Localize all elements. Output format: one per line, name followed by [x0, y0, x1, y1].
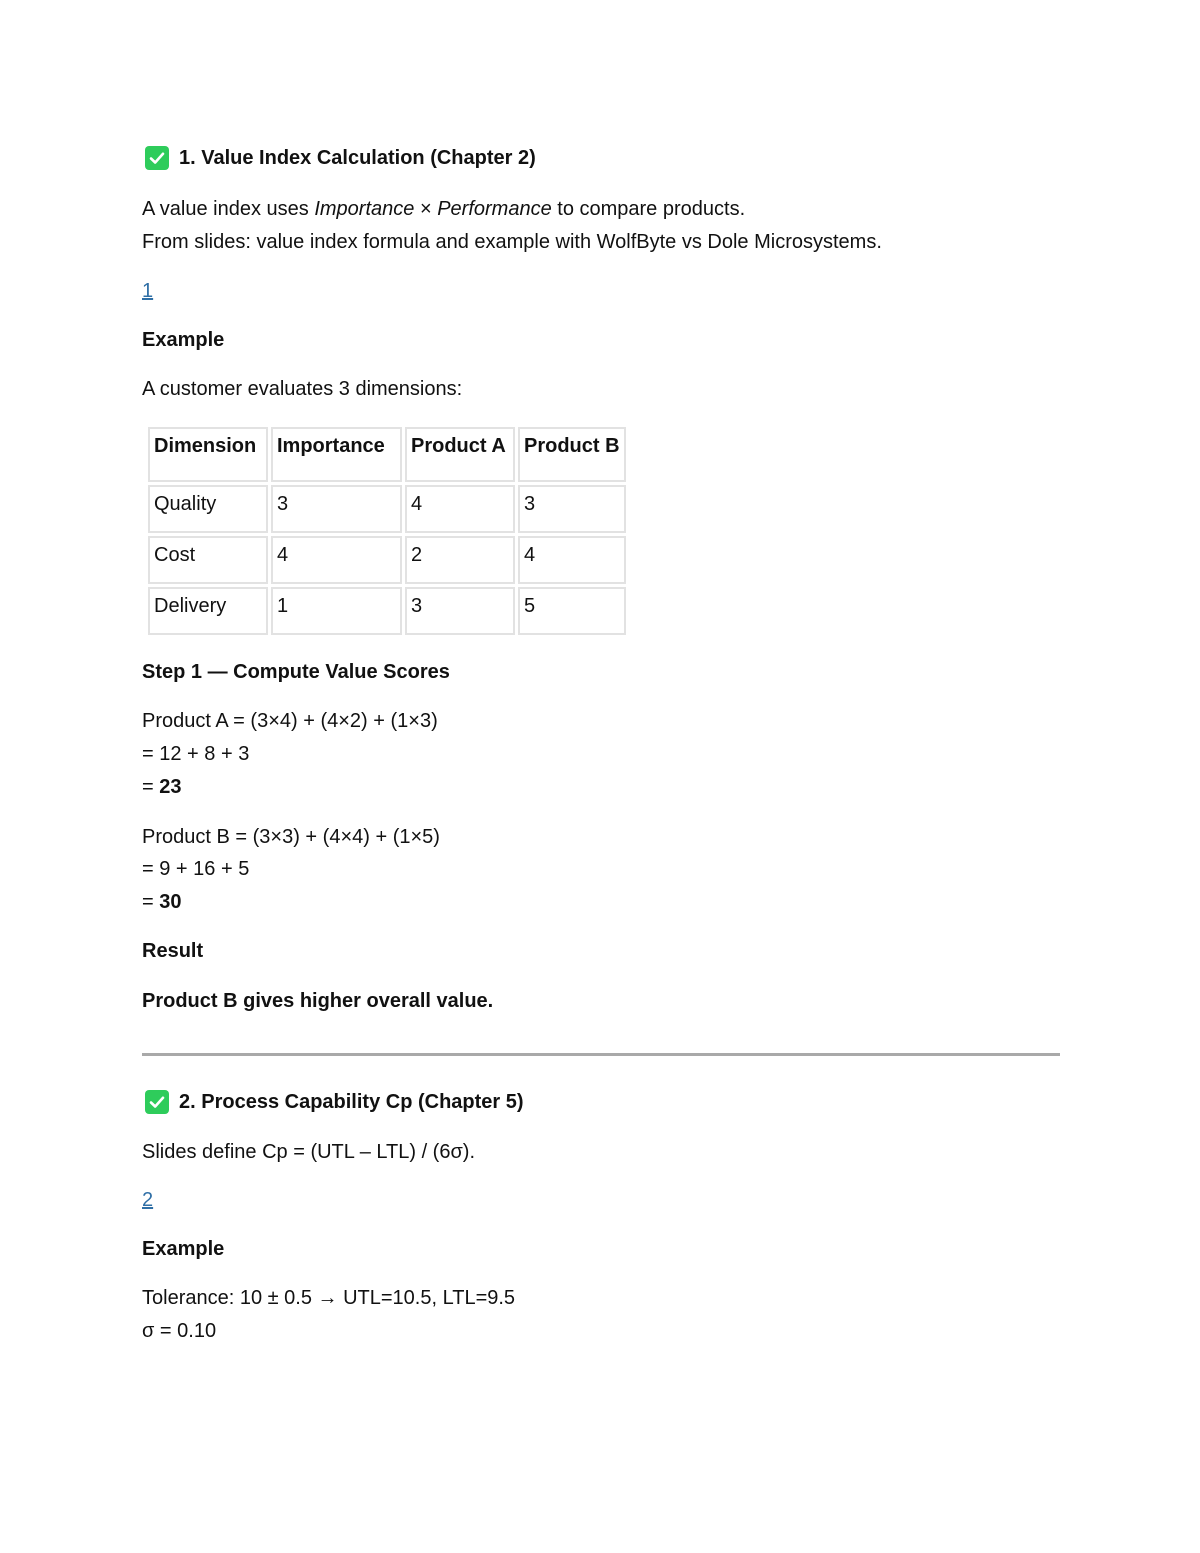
table-cell: 1: [271, 587, 402, 635]
sigma-line: σ = 0.10: [142, 1320, 217, 1342]
product-a-line-1: Product A = (3×4) + (4×2) + (1×3): [142, 710, 438, 732]
table-header-cell: Product A: [405, 427, 515, 482]
table-cell: 4: [518, 536, 626, 584]
reference-link-1[interactable]: 1: [142, 280, 154, 302]
product-b-line-2: = 9 + 16 + 5: [142, 858, 250, 880]
example-label-2: Example: [142, 1238, 225, 1260]
step-1-label: Step 1 — Compute Value Scores: [142, 661, 450, 683]
table-header-cell: Importance: [271, 427, 402, 482]
table-cell: 3: [518, 485, 626, 533]
table-cell: 3: [271, 485, 402, 533]
product-b-line-1: Product B = (3×3) + (4×4) + (1×5): [142, 826, 440, 848]
table-header-cell: Dimension: [148, 427, 268, 482]
tolerance-line: Tolerance: 10 ± 0.5 → UTL=10.5, LTL=9.5: [142, 1287, 516, 1309]
intro-text: A value index uses: [142, 198, 315, 220]
slides-line: From slides: value index formula and example with WolfByte vs Dole Microsystems.: [142, 231, 882, 253]
section-1-heading: [142, 145, 536, 171]
product-b-line-3: [142, 889, 182, 915]
table-cell: Delivery: [148, 587, 268, 635]
check-mark-icon: [145, 146, 169, 170]
table-cell: 3: [405, 587, 515, 635]
intro-line: [142, 196, 745, 222]
table-cell: 4: [271, 536, 402, 584]
intro-performance: Performance: [437, 198, 552, 220]
intro-times: ×: [414, 198, 438, 220]
product-a-total: 23: [159, 776, 182, 798]
section-2-heading: [142, 1089, 524, 1115]
table-row: [148, 587, 626, 635]
example-intro: A customer evaluates 3 dimensions:: [142, 378, 463, 400]
product-a-equals: =: [142, 776, 160, 798]
table-cell: Quality: [148, 485, 268, 533]
table-cell: 4: [405, 485, 515, 533]
table-row: [148, 485, 626, 533]
product-b-equals: =: [142, 891, 160, 913]
table-header-cell: Product B: [518, 427, 626, 482]
intro-importance: Importance: [314, 198, 415, 220]
product-a-line-3: [142, 774, 182, 800]
table-cell: 2: [405, 536, 515, 584]
table-header-row: [148, 427, 626, 482]
product-a-line-2: = 12 + 8 + 3: [142, 743, 250, 765]
check-mark-icon: [145, 1090, 169, 1114]
table-row: [148, 536, 626, 584]
section-divider: [142, 1053, 1060, 1056]
reference-link-2[interactable]: 2: [142, 1189, 154, 1211]
product-b-total: 30: [159, 891, 182, 913]
table-cell: Cost: [148, 536, 268, 584]
table-cell: 5: [518, 587, 626, 635]
result-text: Product B gives higher overall value.: [142, 990, 494, 1012]
example-label-1: Example: [142, 329, 225, 351]
result-label: Result: [142, 940, 204, 962]
intro-post: to compare products.: [551, 198, 746, 220]
section-1-title: 1. Value Index Calculation (Chapter 2): [179, 147, 536, 169]
dimensions-table: [145, 424, 629, 638]
cp-definition: Slides define Cp = (UTL – LTL) / (6σ).: [142, 1141, 476, 1163]
section-2-title: 2. Process Capability Cp (Chapter 5): [179, 1091, 524, 1113]
